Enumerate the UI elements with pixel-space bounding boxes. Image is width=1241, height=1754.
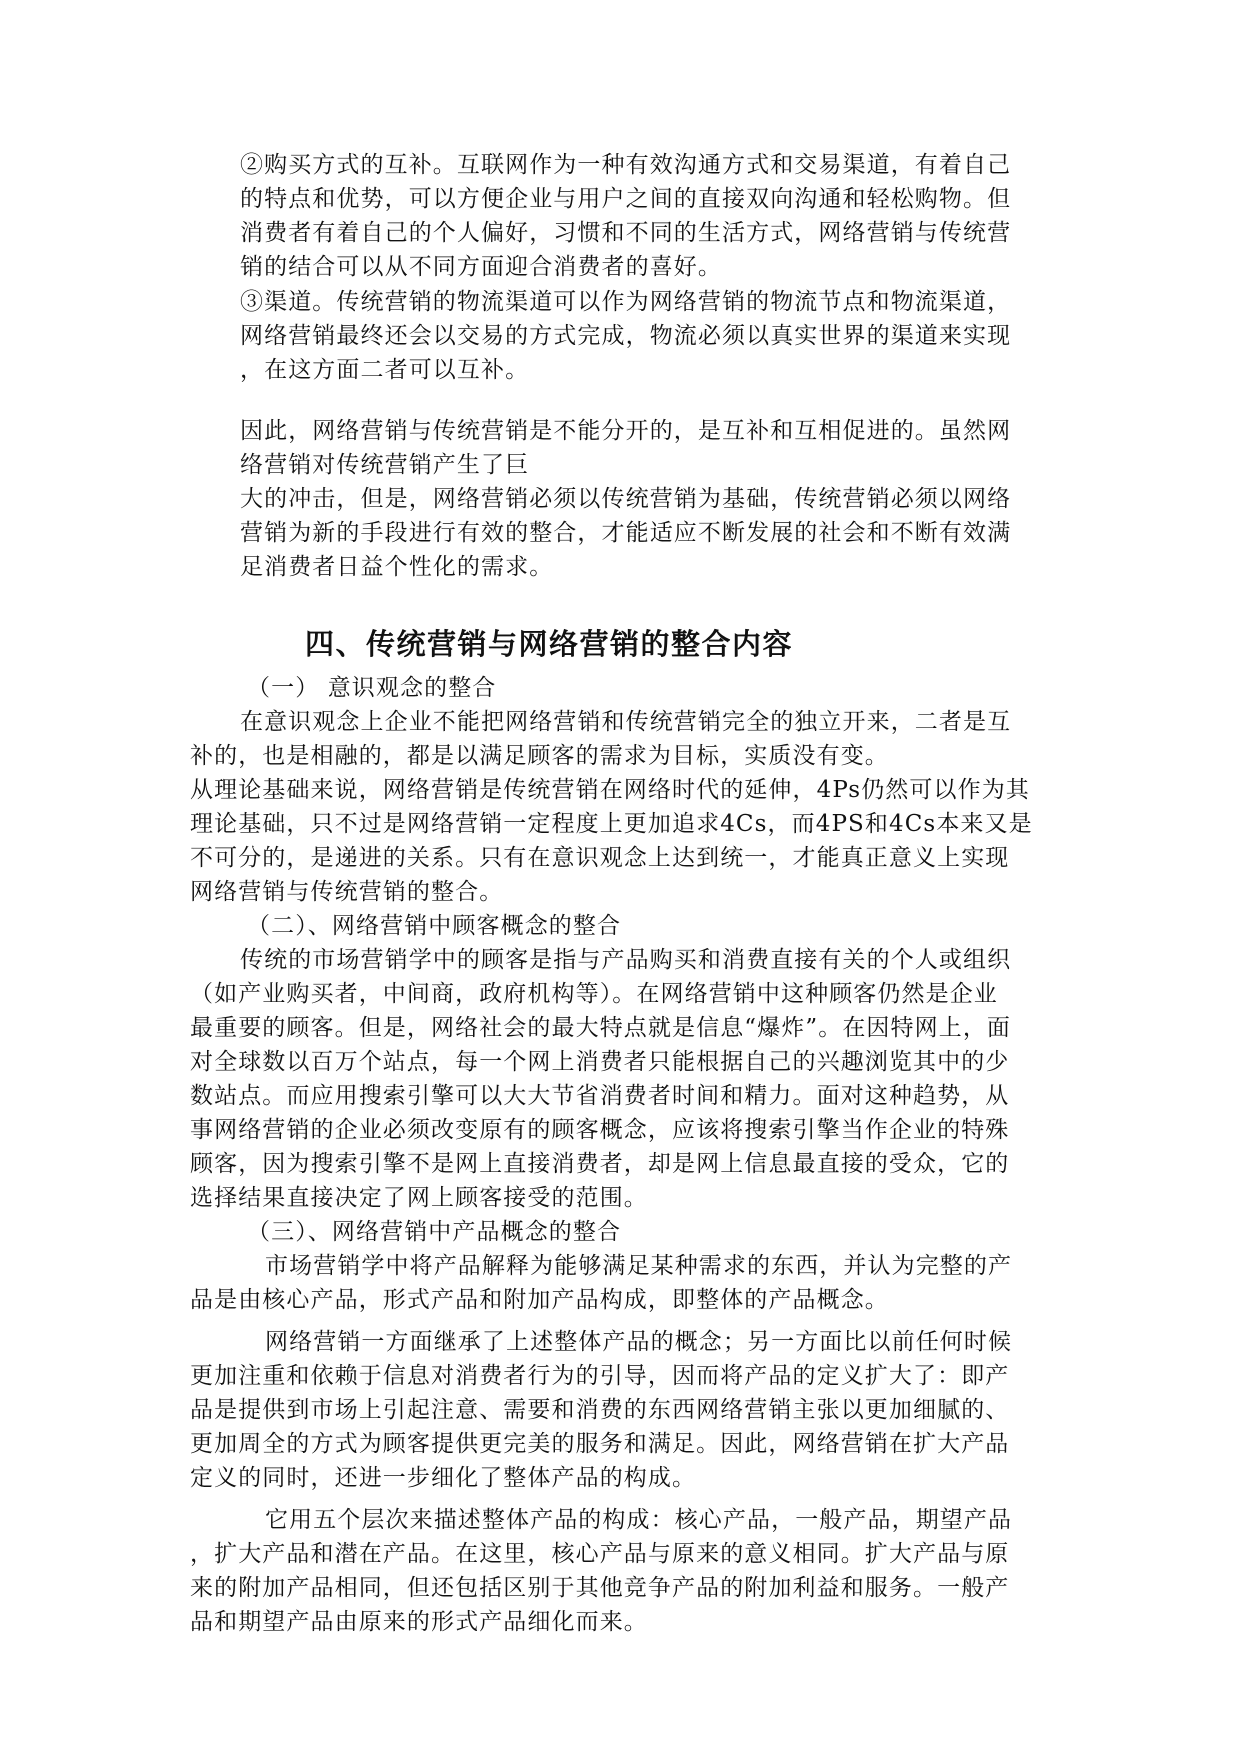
- text-line: 更加注重和依赖于信息对消费者行为的引导，因而将产品的定义扩大了：即产: [190, 1363, 1010, 1389]
- text-line: ，扩大产品和潜在产品。在这里，核心产品与原来的意义相同。扩大产品与原: [190, 1541, 1010, 1567]
- text-line: （如产业购买者，中间商，政府机构等）。在网络营销中这种顾客仍然是企业: [190, 981, 998, 1007]
- text-line: 来的附加产品相同，但还包括区别于其他竞争产品的附加利益和服务。一般产: [190, 1575, 1010, 1601]
- text-line: 网络营销一方面继承了上述整体产品的概念；另一方面比以前任何时候: [265, 1329, 1013, 1355]
- text-line: 传统的市场营销学中的顾客是指与产品购买和消费直接有关的个人或组织: [240, 947, 1012, 973]
- text-line: 消费者有着自己的个人偏好，习惯和不同的生活方式，网络营销与传统营: [240, 220, 1012, 246]
- text-line: 它用五个层次来描述整体产品的构成：核心产品，一般产品，期望产品: [265, 1507, 1013, 1533]
- section-heading: 四、传统营销与网络营销的整合内容: [305, 627, 794, 661]
- text-line: ②购买方式的互补。互联网作为一种有效沟通方式和交易渠道，有着自己: [240, 152, 1012, 178]
- text-line: 的特点和优势，可以方便企业与用户之间的直接双向沟通和轻松购物。但: [240, 186, 1012, 212]
- text-line: 定义的同时，还进一步细化了整体产品的构成。: [190, 1465, 697, 1491]
- subsection-title: （三）、网络营销中产品概念的整合: [247, 1219, 622, 1245]
- text-line: 因此，网络营销与传统营销是不能分开的，是互补和互相促进的。虽然网: [240, 418, 1012, 444]
- text-line: 营销为新的手段进行有效的整合，才能适应不断发展的社会和不断有效满: [240, 520, 1012, 546]
- text-line: 络营销对传统营销产生了巨: [240, 452, 530, 478]
- text-line: 在意识观念上企业不能把网络营销和传统营销完全的独立开来，二者是互: [240, 709, 1012, 735]
- text-line: 网络营销与传统营销的整合。: [190, 879, 504, 905]
- text-line: 顾客，因为搜索引擎不是网上直接消费者，却是网上信息最直接的受众，它的: [190, 1151, 1010, 1177]
- text-line: 选择结果直接决定了网上顾客接受的范围。: [190, 1185, 648, 1211]
- subsection-title: （一） 意识观念的整合: [247, 675, 497, 701]
- text-line: ③渠道。传统营销的物流渠道可以作为网络营销的物流节点和物流渠道，: [240, 289, 1012, 315]
- text-line: 补的，也是相融的，都是以满足顾客的需求为目标，实质没有变。: [190, 743, 889, 769]
- text-line: 更加周全的方式为顾客提供更完美的服务和满足。因此，网络营销在扩大产品: [190, 1431, 1010, 1457]
- text-line: 品是提供到市场上引起注意、需要和消费的东西网络营销主张以更加细腻的、: [190, 1397, 1010, 1423]
- text-line: 理论基础，只不过是网络营销一定程度上更加追求4Cs，而4PS和4Cs本来又是: [190, 811, 1033, 837]
- text-line: 品是由核心产品，形式产品和附加产品构成，即整体的产品概念。: [190, 1287, 889, 1313]
- text-line: 销的结合可以从不同方面迎合消费者的喜好。: [240, 254, 722, 280]
- text-line: 不可分的，是递进的关系。只有在意识观念上达到统一，才能真正意义上实现: [190, 845, 1010, 871]
- text-line: 大的冲击，但是，网络营销必须以传统营销为基础，传统营销必须以网络: [240, 486, 1012, 512]
- text-line: 足消费者日益个性化的需求。: [240, 554, 554, 580]
- subsection-title: （二）、网络营销中顾客概念的整合: [247, 913, 622, 939]
- text-line: 事网络营销的企业必须改变原有的顾客概念，应该将搜索引擎当作企业的特殊: [190, 1117, 1010, 1143]
- text-line: 品和期望产品由原来的形式产品细化而来。: [190, 1609, 648, 1635]
- text-line: 网络营销最终还会以交易的方式完成，物流必须以真实世界的渠道来实现: [240, 323, 1012, 349]
- text-line: 市场营销学中将产品解释为能够满足某种需求的东西，并认为完整的产: [265, 1253, 1013, 1279]
- text-line: 对全球数以百万个站点，每一个网上消费者只能根据自己的兴趣浏览其中的少: [190, 1049, 1010, 1075]
- text-line: ，在这方面二者可以互补。: [240, 357, 530, 383]
- text-line: 数站点。而应用搜索引擎可以大大节省消费者时间和精力。面对这种趋势，从: [190, 1083, 1010, 1109]
- text-line: 从理论基础来说，网络营销是传统营销在网络时代的延伸，4Ps仍然可以作为其: [190, 777, 1030, 803]
- text-line: 最重要的顾客。但是，网络社会的最大特点就是信息“爆炸”。在因特网上，面: [190, 1015, 1012, 1041]
